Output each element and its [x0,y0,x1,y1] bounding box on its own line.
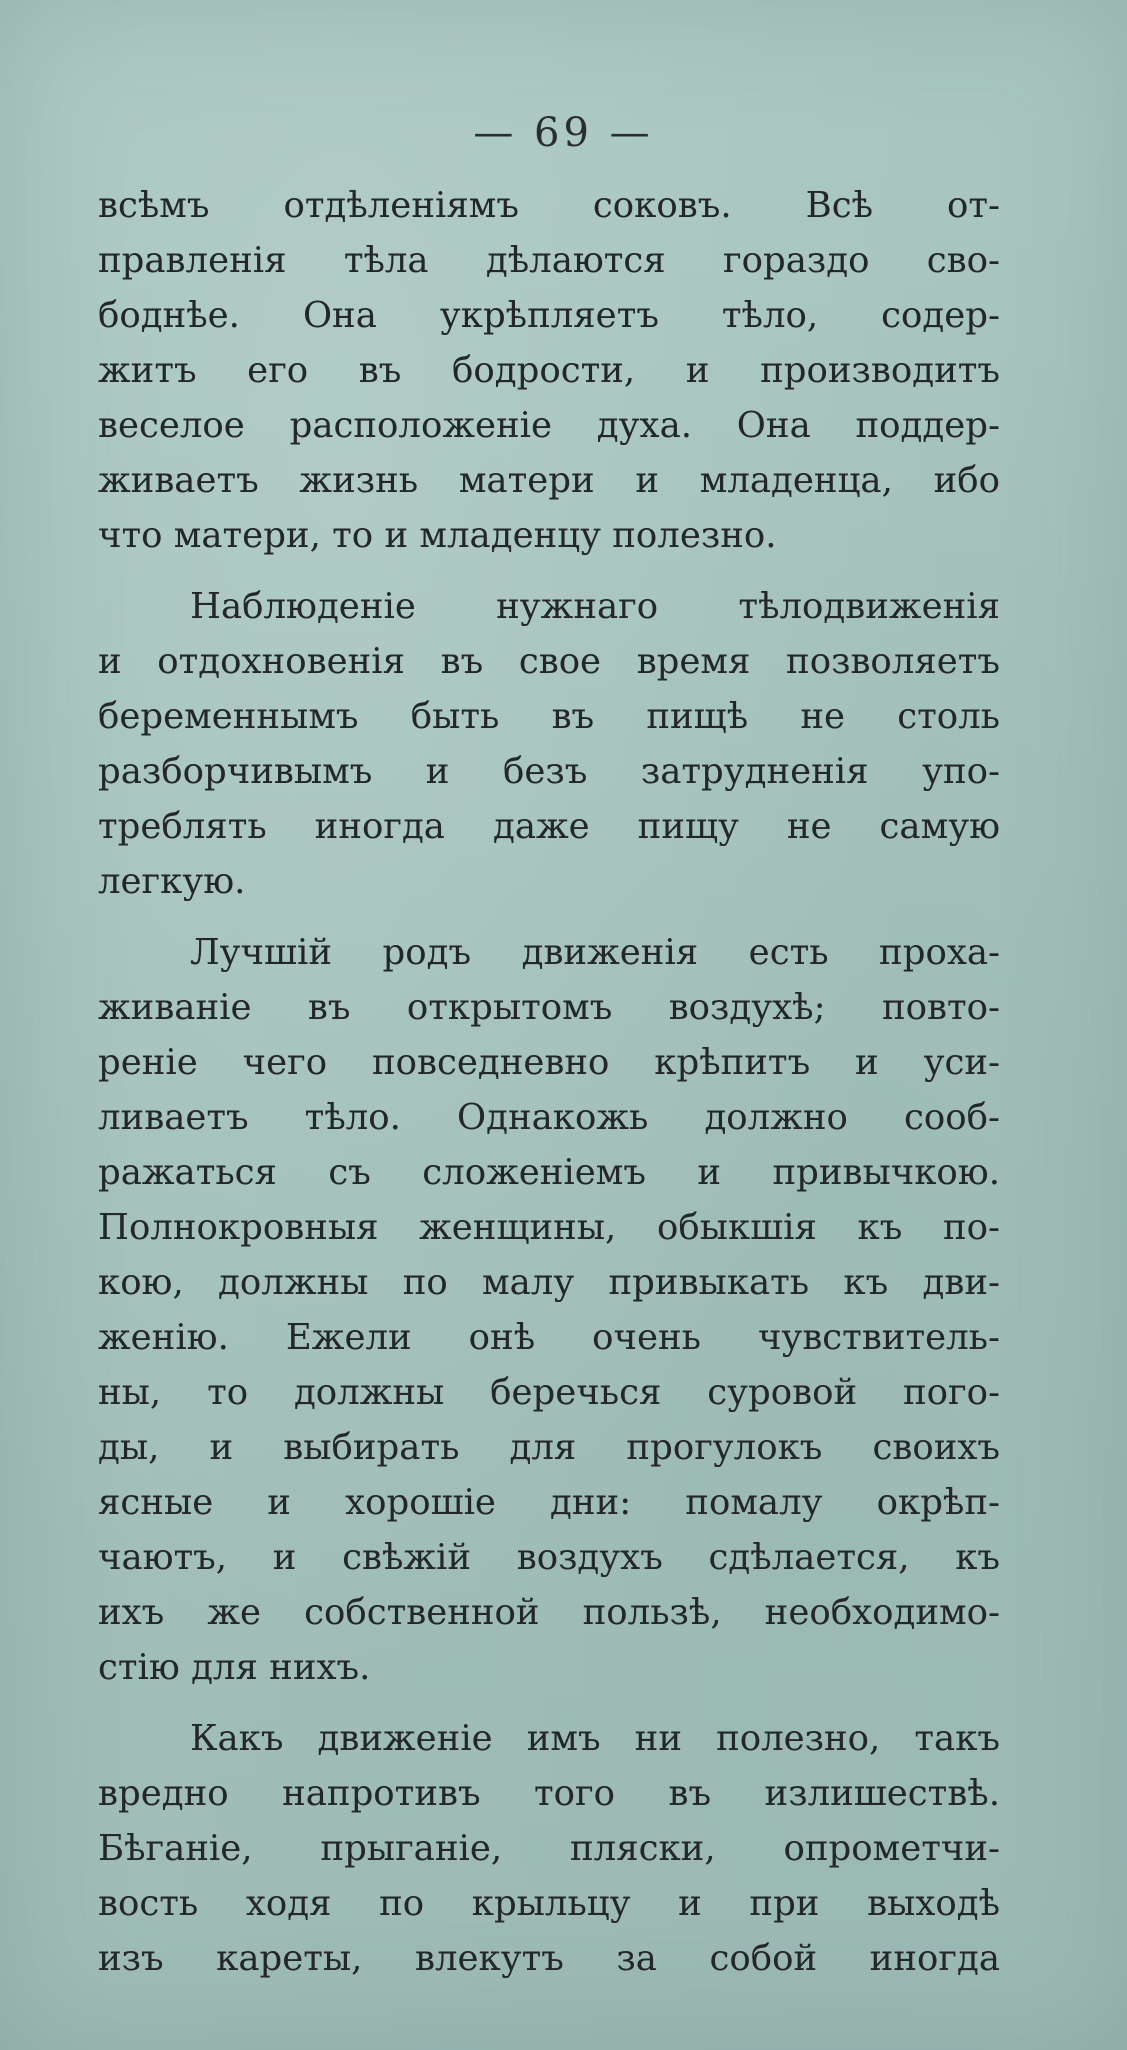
text-line: Наблюденіе нужнаго тѣлодвиженія [190,586,1000,627]
text-line: легкую. [98,861,246,902]
text-line: стію для нихъ. [98,1647,371,1688]
text-line: Лучшій родъ движенія есть проха- [190,932,1000,973]
text-line: изъ кареты, влекутъ за собой иногда [98,1938,1000,1979]
paragraph-gap [98,909,1000,925]
text-line: разборчивымъ и безъ затрудненія упо- [98,751,1000,792]
text-line: Какъ движеніе имъ ни полезно, такъ [190,1718,1000,1759]
text-line: беременнымъ быть въ пищѣ не столь [98,696,1000,737]
text-line: боднѣе. Она укрѣпляетъ тѣло, содер- [98,295,1000,336]
text-line: вость ходя по крыльцу и при выходѣ [98,1883,1000,1924]
paragraph-3 [98,925,1000,1695]
text-line: реніе чего повседневно крѣпитъ и уси- [98,1042,1000,1083]
text-line: и отдохновенія въ свое время позволяетъ [98,641,1000,682]
paragraph-gap [98,563,1000,579]
text-line: живаніе въ открытомъ воздухѣ; повто- [98,987,1000,1028]
text-line: вредно напротивъ того въ излишествѣ. [98,1773,1000,1814]
paragraph-4 [98,1711,1000,1986]
text-line: что матери, то и младенцу полезно. [98,515,777,556]
paragraph-2 [98,579,1000,909]
text-line: ны, то должны беречься суровой пого- [98,1372,1000,1413]
text-line: чаютъ, и свѣжій воздухъ сдѣлается, къ [98,1537,1000,1578]
text-line: треблять иногда даже пищу не самую [98,806,1000,847]
text-line: веселое расположеніе духа. Она поддер- [98,405,1000,446]
text-line: ихъ же собственной пользѣ, необходимо- [98,1592,1000,1633]
text-line: ды, и выбирать для прогулокъ своихъ [98,1427,1000,1468]
text-line: житъ его въ бодрости, и производитъ [98,350,1000,391]
text-line: кою, должны по малу привыкать къ дви- [98,1262,1000,1303]
text-line: Бѣганіе, прыганіе, пляски, опрометчи- [98,1828,1000,1869]
text-line: ражаться съ сложеніемъ и привычкою. [98,1152,1000,1193]
text-line: ясные и хорошіе дни: помалу окрѣп- [98,1482,1000,1523]
paragraph-1 [98,178,1000,563]
text-line: всѣмъ отдѣленіямъ соковъ. Всѣ от- [98,185,1000,226]
text-line: Полнокровныя женщины, обыкшія къ по- [98,1207,1000,1248]
page-number: — 69 — [473,110,654,156]
paragraph-gap [98,1695,1000,1711]
text-line: женію. Ежели онѣ очень чувствитель- [98,1317,1000,1358]
text-line: правленія тѣла дѣлаются гораздо сво- [98,240,1000,281]
text-line: ливаетъ тѣло. Однакожь должно сооб- [98,1097,1000,1138]
text-line: живаетъ жизнь матери и младенца, ибо [98,460,1000,501]
body-text [98,178,1000,1986]
